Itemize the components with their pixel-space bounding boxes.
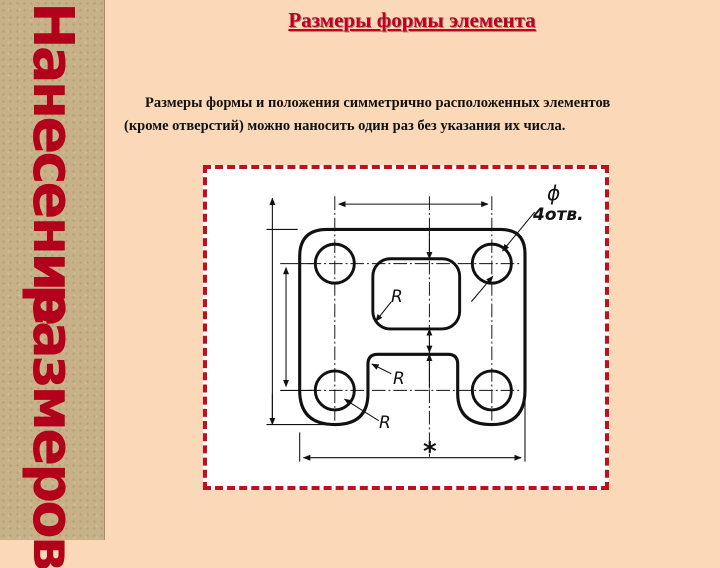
center-pocket [373,259,460,329]
sidebar-word-razmerov: размеров [20,284,85,568]
paragraph-line-1: Размеры формы и положения симметрично расположенных элементов [145,95,611,111]
sidebar-word-bottom [0,284,104,568]
drawing-frame [203,165,609,490]
radius-label-corner: R [379,413,391,433]
radius-label-pocket: R [391,287,403,307]
sidebar-word-nanesenie: Нанесение [20,2,85,324]
asterisk-mark: * [423,437,437,467]
holes-count-label: 4отв. [533,205,584,225]
diameter-symbol: ϕ [547,181,561,205]
paragraph-line-2: (кроме отверстий) можно наносить один раз без указания их числа. [124,118,566,134]
slide-title: Размеры формы элемента [288,8,536,32]
slide-paragraph [124,92,720,138]
radius-label-notch: R [393,369,405,389]
sidebar-decoration [0,0,105,568]
sidebar-word-top [0,2,104,323]
